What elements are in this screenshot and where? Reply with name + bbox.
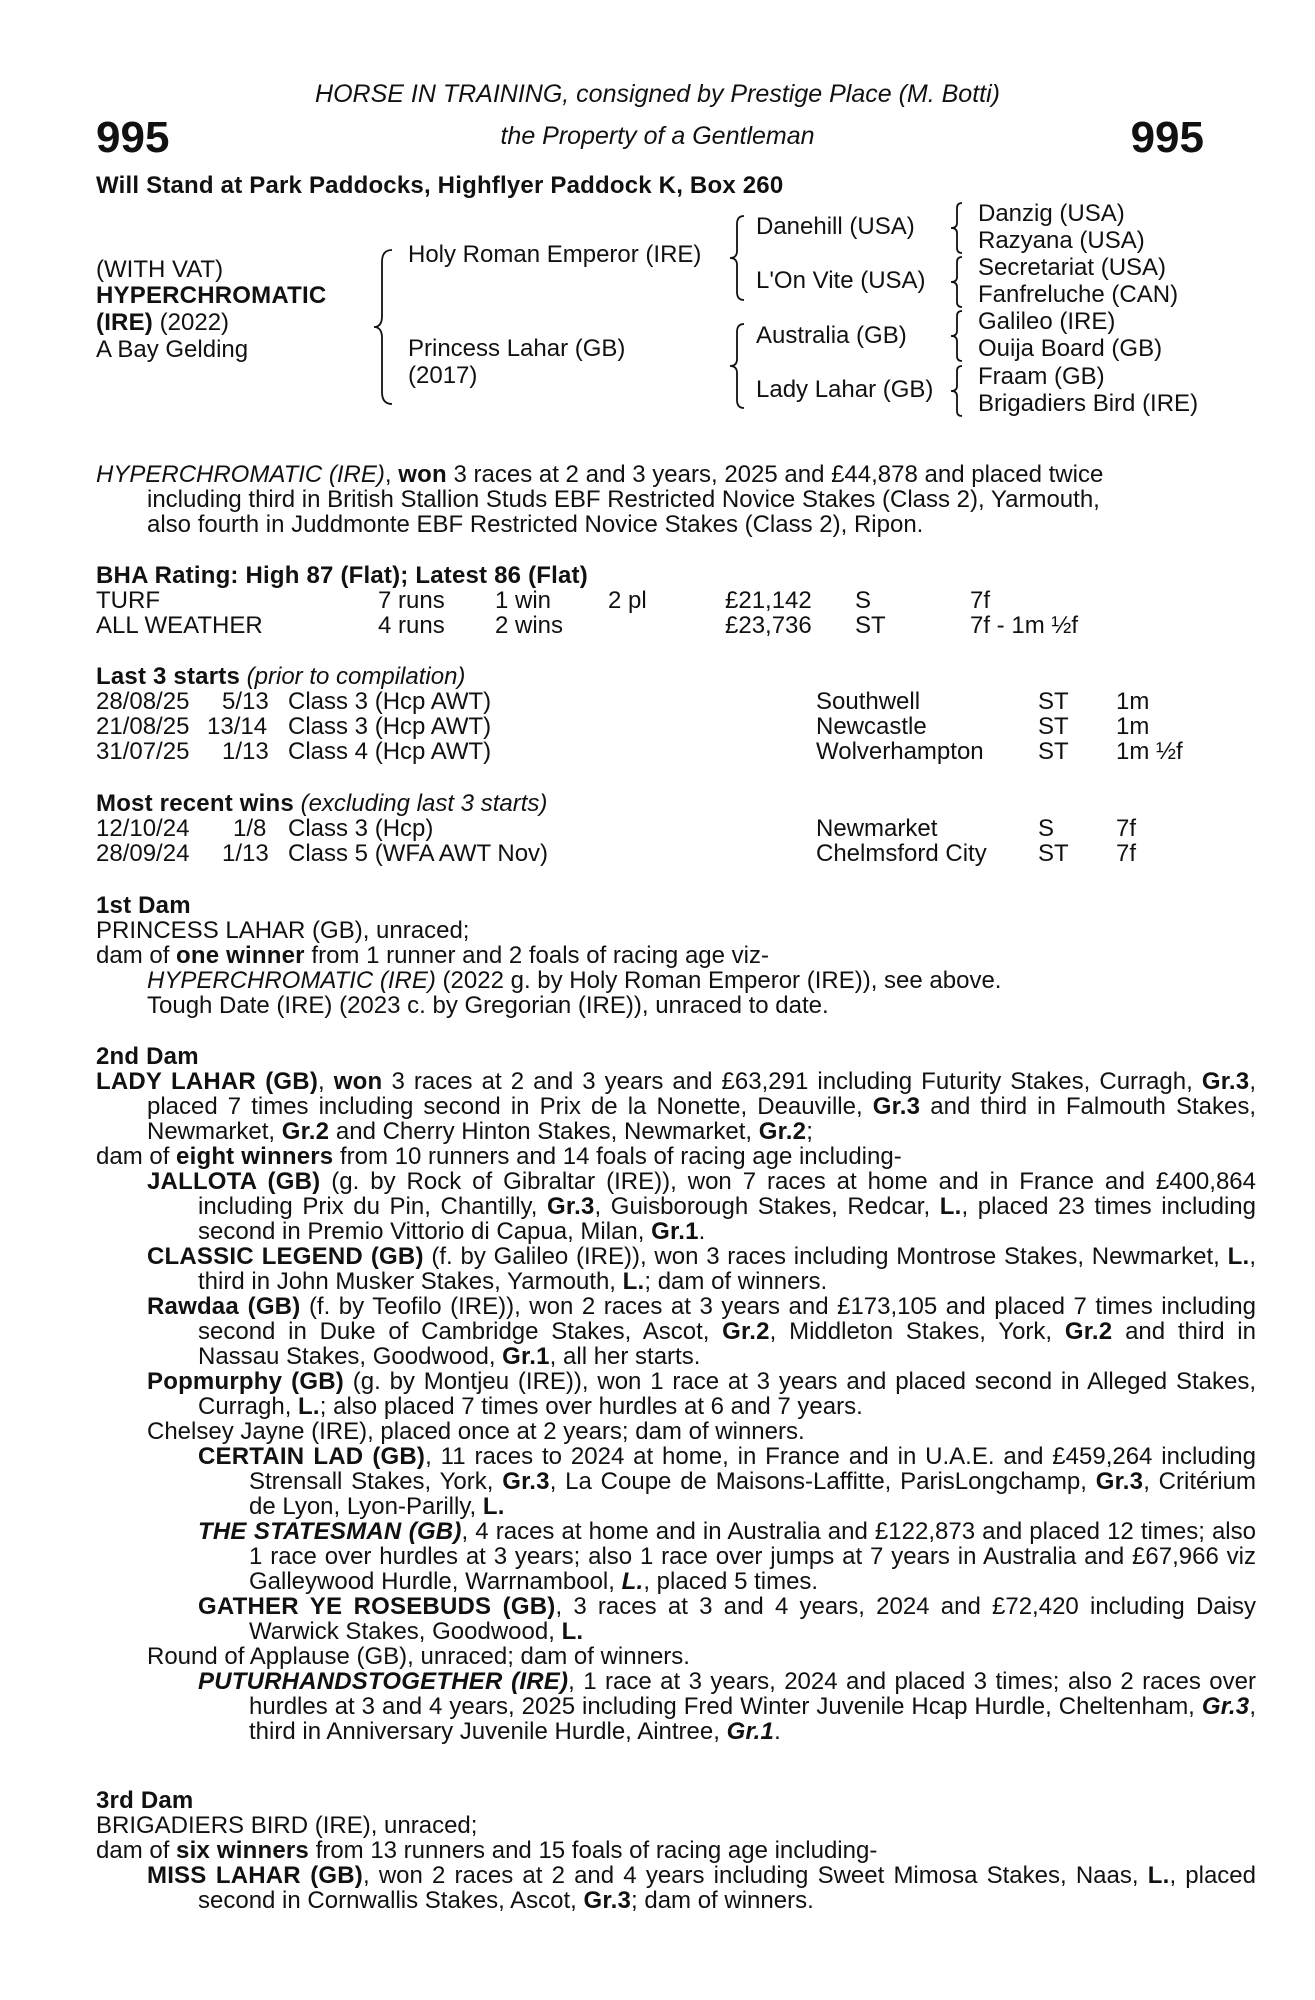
grade-label: Gr.2 — [281, 1118, 330, 1145]
produce-name: Rawdaa (GB) — [147, 1293, 301, 1320]
grandproduce-certain-lad — [198, 1444, 1256, 1519]
dam1-foals: from 1 runner and 2 foals of racing age viz- — [304, 942, 769, 969]
pedigree-ds: Australia (GB) — [756, 322, 907, 349]
start-course: Newcastle — [816, 713, 927, 740]
produce-text: ; dam of winners. — [644, 1268, 828, 1295]
dam3-damof — [96, 1838, 877, 1863]
dam2-damof-text: dam of — [96, 1143, 177, 1170]
pedigree-ddd: Brigadiers Bird (IRE) — [978, 390, 1199, 417]
dam2-text: and third in Falmouth Stakes, Newmarket, — [147, 1093, 1256, 1145]
produce-text: , 4 races at home and in Australia and £122,873 and placed 12 times; also 1 race over hurdles at 3 years; also 1 race over jumps at 7 years in Australia and £67,966 viz Galleywood Hurdle, Warrnambool, — [249, 1518, 1256, 1595]
win-date: 28/09/24 — [96, 840, 190, 867]
win-course: Newmarket — [816, 815, 938, 842]
produce-name: Popmurphy (GB) — [147, 1368, 344, 1395]
produce-name: CLASSIC LEGEND (GB) — [147, 1243, 424, 1270]
vat-note: (WITH VAT) — [96, 256, 224, 283]
grade-label: L. — [939, 1193, 962, 1220]
dam2-produce-rawdaa — [147, 1294, 1256, 1369]
grade-label: L. — [621, 1568, 644, 1595]
rating-surface: TURF — [96, 587, 160, 614]
grade-label: Gr.2 — [1064, 1318, 1113, 1345]
grade-label: Gr.3 — [547, 1193, 595, 1220]
produce-text: , third in Anniversary Juvenile Hurdle, Aintree, — [249, 1693, 1256, 1745]
grade-label: Gr.3 — [583, 1887, 632, 1914]
grade-label: Gr.2 — [722, 1318, 770, 1345]
rating-placed: 2 pl — [608, 587, 647, 614]
grade-label: Gr.3 — [1201, 1693, 1250, 1720]
pedigree-sd: L'On Vite (USA) — [756, 267, 926, 294]
grade-label: L. — [622, 1268, 645, 1295]
rating-runs: 4 runs — [378, 612, 445, 639]
grandproduce-the-statesman — [198, 1519, 1256, 1594]
grade-label: Gr.3 — [1201, 1068, 1250, 1095]
produce-text: , 1 race at 3 years, 2024 and placed 3 times; also 2 races over hurdles at 3 and 4 years, 2025 including Fred Winter Juvenile Hcap Hurdle, Cheltenham, — [249, 1668, 1256, 1720]
produce-text: . — [698, 1218, 706, 1245]
dam2-damof — [96, 1144, 902, 1169]
grade-label: L. — [298, 1393, 320, 1420]
last-starts-title: Last 3 starts — [96, 663, 240, 690]
produce-text: , placed 5 times. — [643, 1568, 819, 1595]
produce-name: THE STATESMAN (GB) — [198, 1518, 462, 1545]
start-going: ST — [1038, 688, 1069, 715]
summary-line-1: HYPERCHROMATIC (IRE), won 3 races at 2 and 3 years, 2025 and £44,878 and placed twice — [96, 461, 1104, 488]
dam2-foals: from 10 runners and 14 foals of racing age including- — [333, 1143, 902, 1170]
rating-prize: £21,142 — [725, 587, 812, 614]
produce-text: . — [774, 1718, 781, 1745]
start-race: Class 3 (Hcp AWT) — [288, 688, 492, 715]
start-race: Class 4 (Hcp AWT) — [288, 738, 492, 765]
grade-label: L. — [1147, 1862, 1170, 1889]
last-starts-note: (prior to compilation) — [246, 663, 466, 690]
win-date: 12/10/24 — [96, 815, 190, 842]
start-course: Southwell — [816, 688, 921, 715]
dam1-winners: one winner — [176, 942, 305, 969]
rating-distance: 7f - 1m ½f — [970, 612, 1079, 639]
grade-label: L. — [1227, 1243, 1250, 1270]
pedigree-brace-main — [370, 248, 400, 408]
dam1-foal-2: Tough Date (IRE) (2023 c. by Gregorian (IRE)), unraced to date. — [147, 992, 829, 1019]
pedigree-brace-sd — [948, 255, 968, 309]
win-distance: 7f — [1116, 815, 1137, 842]
last-starts-heading — [96, 664, 465, 689]
produce-text: , third in John Musker Stakes, Yarmouth, — [198, 1243, 1256, 1295]
grade-label: Gr.3 — [1095, 1468, 1144, 1495]
start-date: 21/08/25 — [96, 713, 190, 740]
dam2-won: won — [333, 1068, 383, 1095]
produce-text: , Guisborough Stakes, Redcar, — [594, 1193, 940, 1220]
lot-number-left: 995 — [96, 113, 170, 162]
pedigree-dd: Lady Lahar (GB) — [756, 376, 934, 403]
grandproduce-puturhandstogether — [198, 1669, 1256, 1744]
pedigree-sire: Holy Roman Emperor (IRE) — [408, 241, 702, 268]
produce-text: , Middleton Stakes, York, — [769, 1318, 1065, 1345]
horse-country: (IRE) — [96, 309, 153, 336]
dam3-damof-text: dam of — [96, 1837, 177, 1864]
produce-text: , all her starts. — [549, 1343, 701, 1370]
pedigree-dsd: Ouija Board (GB) — [978, 335, 1163, 362]
produce-text: ; also placed 7 times over hurdles at 6 and 7 years. — [319, 1393, 863, 1420]
horse-name: HYPERCHROMATIC — [96, 282, 327, 309]
start-distance: 1m — [1116, 713, 1150, 740]
dam3-line-1: BRIGADIERS BIRD (IRE), unraced; — [96, 1812, 478, 1839]
grade-label: Gr.1 — [502, 1343, 550, 1370]
rating-going: ST — [855, 612, 886, 639]
dam2-text: and Cherry Hinton Stakes, Newmarket, — [329, 1118, 759, 1145]
summary-text-1: 3 races at 2 and 3 years, 2025 and £44,878 and placed twice — [446, 461, 1104, 488]
dam3-produce-miss-lahar — [147, 1863, 1256, 1913]
dam1-foal-1-text: (2022 g. by Holy Roman Emperor (IRE)), see above. — [435, 967, 1002, 994]
grade-label: Gr.1 — [726, 1718, 775, 1745]
start-distance: 1m — [1116, 688, 1150, 715]
dam2-heading: 2nd Dam — [96, 1043, 199, 1070]
pedigree-dss: Galileo (IRE) — [978, 308, 1116, 335]
dam2-text: ; — [806, 1118, 813, 1145]
dam2-produce-round-of-applause: Round of Applause (GB), unraced; dam of winners. — [147, 1643, 690, 1670]
summary-line-2: including third in British Stallion Studs EBF Restricted Novice Stakes (Class 2), Yarmouth, — [147, 486, 1100, 513]
pedigree-ssd: Razyana (USA) — [978, 227, 1145, 254]
produce-text: (g. by Montjeu (IRE)), won 1 race at 3 years and placed second in Alleged Stakes, Curragh, — [198, 1368, 1256, 1420]
dam3-foals: from 13 runners and 15 foals of racing age including- — [308, 1837, 878, 1864]
horse-origin — [96, 310, 229, 335]
start-distance: 1m ½f — [1116, 738, 1183, 765]
produce-name: CERTAIN LAD (GB) — [198, 1443, 426, 1470]
pedigree-dam-year: (2017) — [408, 362, 478, 389]
recent-wins-heading — [96, 791, 547, 816]
rating-runs: 7 runs — [378, 587, 445, 614]
produce-text: and third in Nassau Stakes, Goodwood, — [198, 1318, 1256, 1370]
recent-wins-note: (excluding last 3 starts) — [300, 790, 548, 817]
dam2-produce-classic-legend — [147, 1244, 1256, 1294]
rating-wins: 1 win — [495, 587, 552, 614]
grade-label: L. — [561, 1618, 584, 1645]
win-position: 1/8 — [233, 815, 267, 842]
start-position: 13/14 — [207, 713, 268, 740]
grade-label: Gr.3 — [872, 1093, 921, 1120]
rating-wins: 2 wins — [495, 612, 564, 639]
produce-name: GATHER YE ROSEBUDS (GB) — [198, 1593, 556, 1620]
grade-label: Gr.3 — [502, 1468, 550, 1495]
rating-heading: BHA Rating: High 87 (Flat); Latest 86 (Flat) — [96, 562, 588, 589]
produce-text: , 3 races at 3 and 4 years, 2024 and £72,420 including Daisy Warwick Stakes, Goodwood, — [249, 1593, 1256, 1645]
dam2-name: LADY LAHAR (GB) — [96, 1068, 319, 1095]
dam1-line-1: PRINCESS LAHAR (GB), unraced; — [96, 917, 470, 944]
pedigree-brace-dam — [726, 322, 750, 412]
produce-text: , Critérium de Lyon, Lyon-Parilly, — [249, 1468, 1257, 1520]
pedigree-dam: Princess Lahar (GB) — [408, 335, 626, 362]
win-going: ST — [1038, 840, 1069, 867]
win-race: Class 3 (Hcp) — [288, 815, 434, 842]
produce-text: (f. by Galileo (IRE)), won 3 races including Montrose Stakes, Newmarket, — [423, 1243, 1228, 1270]
dam3-winners: six winners — [176, 1837, 309, 1864]
produce-name: PUTURHANDSTOGETHER (IRE) — [198, 1668, 569, 1695]
pedigree-dds: Fraam (GB) — [978, 363, 1105, 390]
lot-title: HORSE IN TRAINING, consigned by Prestige Place (M. Botti) — [315, 80, 1000, 108]
summary-line-3: also fourth in Juddmonte EBF Restricted Novice Stakes (Class 2), Ripon. — [147, 511, 924, 538]
start-date: 31/07/25 — [96, 738, 190, 765]
rating-distance: 7f — [970, 587, 991, 614]
rating-surface: ALL WEATHER — [96, 612, 263, 639]
produce-name: JALLOTA (GB) — [147, 1168, 321, 1195]
produce-text: (f. by Teofilo (IRE)), won 2 races at 3 years and £173,105 and placed 7 times including second in Duke of Cambridge Stakes, Ascot, — [198, 1293, 1256, 1345]
produce-text: (g. by Rock of Gibraltar (IRE)), won 7 races at home and in France and £400,864 including Prix du Pin, Chantilly, — [198, 1168, 1256, 1220]
dam1-damof: dam of — [96, 942, 177, 969]
produce-text: ; dam of winners. — [631, 1887, 814, 1914]
produce-text: , La Coupe de Maisons-Laffitte, ParisLongchamp, — [549, 1468, 1096, 1495]
dam2-text: , placed 7 times including second in Prix de la Nonette, Deauville, — [147, 1068, 1256, 1120]
win-distance: 7f — [1116, 840, 1137, 867]
win-course: Chelmsford City — [816, 840, 987, 867]
dam2-winners: eight winners — [176, 1143, 334, 1170]
win-going: S — [1038, 815, 1055, 842]
start-position: 1/13 — [222, 738, 269, 765]
pedigree-ss: Danehill (USA) — [756, 213, 915, 240]
dam3-heading: 3rd Dam — [96, 1787, 194, 1814]
horse-description: A Bay Gelding — [96, 336, 249, 363]
pedigree-brace-dd — [948, 364, 968, 418]
dam2-produce-chelsey-jayne: Chelsey Jayne (IRE), placed once at 2 years; dam of winners. — [147, 1418, 805, 1445]
summary-won: won — [398, 461, 447, 488]
dam1-heading: 1st Dam — [96, 892, 191, 919]
rating-prize: £23,736 — [725, 612, 812, 639]
grandproduce-gather-ye-rosebuds — [198, 1594, 1256, 1644]
pedigree-brace-ds — [948, 309, 968, 363]
start-course: Wolverhampton — [816, 738, 984, 765]
pedigree-brace-ss — [948, 201, 968, 255]
dam2-produce-popmurphy — [147, 1369, 1256, 1419]
summary-horse-name: HYPERCHROMATIC (IRE) — [96, 461, 385, 488]
win-position: 1/13 — [222, 840, 269, 867]
produce-text: , 11 races to 2024 at home, in France and in U.A.E. and £459,264 including Strensall Stakes, York, — [249, 1443, 1257, 1495]
start-race: Class 3 (Hcp AWT) — [288, 713, 492, 740]
lot-number-right: 995 — [1130, 113, 1204, 162]
pedigree-sdd: Fanfreluche (CAN) — [978, 281, 1179, 308]
grade-label: Gr.1 — [651, 1218, 699, 1245]
pedigree-sds: Secretariat (USA) — [978, 254, 1167, 281]
dam1-foal-1 — [147, 968, 1001, 993]
produce-text: , placed second in Cornwallis Stakes, Ascot, — [198, 1862, 1256, 1914]
start-going: ST — [1038, 713, 1069, 740]
recent-wins-title: Most recent wins — [96, 790, 294, 817]
produce-text: , won 2 races at 2 and 4 years including Sweet Mimosa Stakes, Naas, — [362, 1862, 1148, 1889]
start-date: 28/08/25 — [96, 688, 190, 715]
horse-year: (2022) — [159, 309, 230, 336]
produce-text: , placed 23 times including second in Premio Vittorio di Capua, Milan, — [198, 1193, 1256, 1245]
pedigree-sss: Danzig (USA) — [978, 200, 1125, 227]
win-race: Class 5 (WFA AWT Nov) — [288, 840, 549, 867]
dam2-record: LADY LAHAR (GB), won 3 races at 2 and 3 years and £63,291 including Futurity Stakes, Curragh, Gr.3, placed 7 times including second in Prix de la Nonette, Deauville, Gr.3 and third in Falmouth Stakes, Newmarket, Gr.2 and Cherry Hinton Stakes, Newmarket, Gr.2; — [96, 1068, 1256, 1145]
stand-location: Will Stand at Park Paddocks, Highflyer Paddock K, Box 260 — [96, 172, 784, 199]
dam1-line-2 — [96, 943, 769, 968]
dam2-produce-jallota — [147, 1169, 1256, 1244]
dam2-text: 3 races at 2 and 3 years and £63,291 including Futurity Stakes, Curragh, — [382, 1068, 1202, 1095]
produce-name: MISS LAHAR (GB) — [147, 1862, 363, 1889]
grade-label: Gr.2 — [758, 1118, 807, 1145]
start-going: ST — [1038, 738, 1069, 765]
lot-subtitle: the Property of a Gentleman — [500, 122, 815, 150]
rating-going: S — [855, 587, 872, 614]
pedigree-brace-sire — [726, 214, 750, 304]
start-position: 5/13 — [222, 688, 269, 715]
grade-label: L. — [482, 1493, 505, 1520]
dam1-foal-1-name: HYPERCHROMATIC (IRE) — [147, 967, 436, 994]
